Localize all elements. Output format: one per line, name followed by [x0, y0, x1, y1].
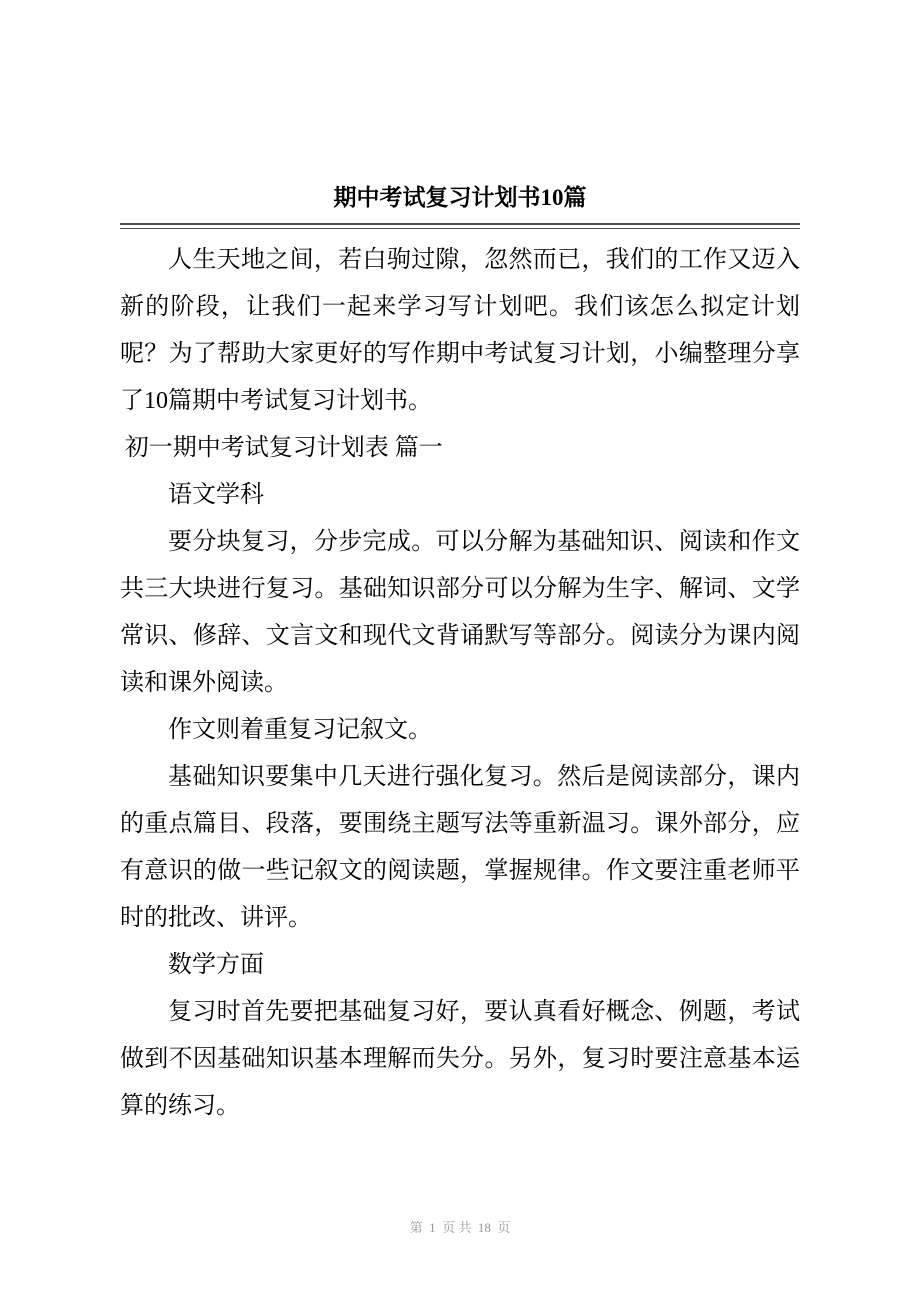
title-divider [120, 223, 800, 229]
subheading-math: 数学方面 [168, 952, 264, 978]
paragraph-math-review: 复习时首先要把基础复习好，要认真看好概念、例题，考试做到不因基础知识基本理解而失分。另外，复习时要注意基本运算的练习。 [120, 999, 800, 1119]
section-heading-plan-1: 初一期中考试复习计划表 篇一 [124, 435, 443, 461]
paragraph-basics-review: 基础知识要集中几天进行强化复习。然后是阅读部分，课内的重点篇目、段落，要围绕主题写法等重新温习。课外部分，应有意识的做一些记叙文的阅读题，掌握规律。作文要注重老师平时的批改、讲评。 [120, 764, 800, 931]
paragraph-chinese-review: 要分块复习，分步完成。可以分解为基础知识、阅读和作文共三大块进行复习。基础知识部分可以分解为生字、解词、文学常识、修辞、文言文和现代文背诵默写等部分。阅读分为课内阅读和课外阅读。 [120, 529, 800, 696]
document-body [120, 237, 800, 1130]
intro-paragraph: 人生天地之间，若白驹过隙，忽然而已，我们的工作又迈入新的阶段，让我们一起来学习写计划吧。我们该怎么拟定计划呢？为了帮助大家更好的写作期中考试复习计划，小编整理分享了10篇期中考试复习计划书。 [120, 247, 800, 414]
document-title: 期中考试复习计划书10篇 [333, 185, 587, 210]
subheading-chinese-subject: 语文学科 [168, 482, 264, 508]
paragraph-composition: 作文则着重复习记叙文。 [168, 717, 432, 743]
page-number-footer: 第 1 页 共 18 页 [409, 1220, 511, 1235]
